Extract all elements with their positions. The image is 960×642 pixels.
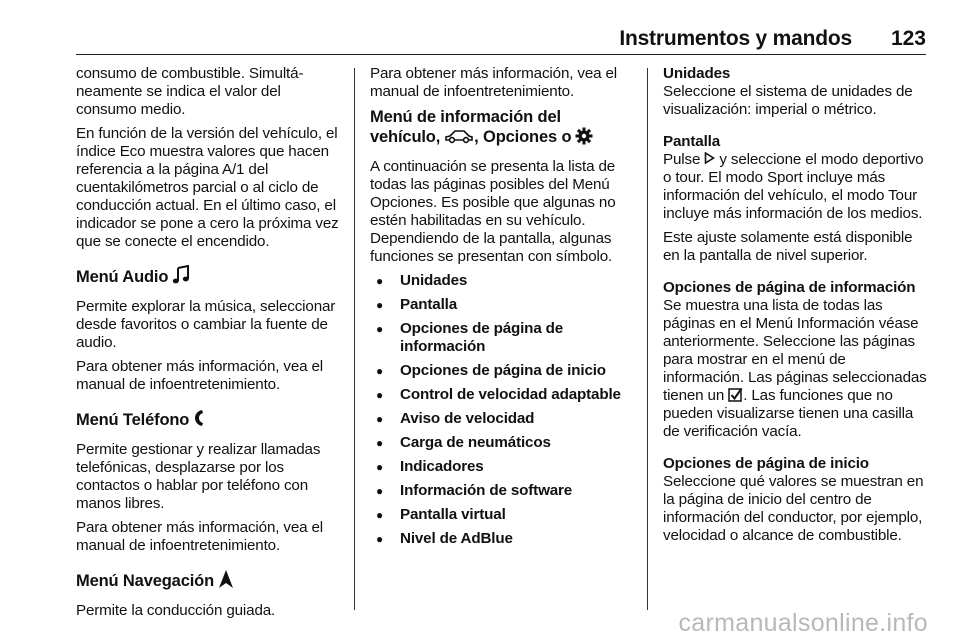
music-note-icon [172, 265, 190, 290]
paragraph: Para obtener más información, vea el manual de infoentretenimiento. [370, 65, 618, 100]
paragraph: Permite la conducción guiada. [76, 602, 276, 619]
list-item: ● Nivel de AdBlue [370, 530, 636, 548]
paragraph: Para obtener más información, vea el manual de infoentretenimiento. [76, 358, 324, 393]
list-item: ● Unidades [370, 272, 636, 290]
list-item: ● Opciones de página de información [370, 320, 636, 356]
phone-handset-icon [193, 408, 205, 433]
list-item: ● Indicadores [370, 458, 636, 476]
list-item: ● Aviso de velocidad [370, 410, 636, 428]
subheading-home-page-options: Opciones de página de inicio [663, 455, 869, 472]
list-item: ● Información de software [370, 482, 636, 500]
paragraph: Para obtener más información, vea el manual de infoentretenimiento. [76, 519, 324, 554]
paragraph: Pulse y seleccione el modo deportivo o tour. El modo Sport incluye más información del vehículo, el modo Tour incluye más información de los medios. [663, 151, 924, 222]
list-item: ● Carga de neumáticos [370, 434, 636, 452]
paragraph: Permite explorar la música, seleccionar desde favoritos o cambiar la fuente de audio. [76, 298, 336, 351]
page-header [0, 0, 960, 52]
heading-audio-menu: Menú Audio [76, 265, 342, 290]
section-title: Instrumentos y mandos [619, 27, 852, 50]
paragraph: En función de la versión del vehículo, el índice Eco muestra valores que hacen referencia a la página A/1 del cuentakilómetros parcial o al ciclo de conducción actual. En el último caso, el indicador se pone a cero la próxima vez que se conecte el encendido. [76, 125, 339, 250]
list-item: ● Pantalla virtual [370, 506, 636, 524]
subheading-info-page-options: Opciones de página de información [663, 279, 916, 296]
play-triangle-icon [704, 151, 715, 168]
car-icon [444, 127, 474, 150]
heading-phone-menu: Menú Teléfono [76, 408, 342, 433]
paragraph: consumo de combustible. Simultáneamente se indica el valor del consumo medio. [76, 65, 304, 118]
heading-navigation-menu: Menú Navegación [76, 569, 342, 594]
paragraph: Seleccione qué valores se muestran en la página de inicio del centro de información del conductor, por ejemplo, velocidad o alcance de combustible. [663, 473, 924, 544]
navigation-arrow-icon [218, 569, 234, 594]
list-item: ● Control de velocidad adaptable [370, 386, 636, 404]
page-number: 123 [890, 27, 926, 50]
paragraph: Permite gestionar y realizar llamadas telefónicas, desplazarse por los contactos o hablar por teléfono con manos libres. [76, 441, 321, 512]
column-divider-2 [647, 68, 648, 610]
gear-icon [575, 127, 593, 150]
checkbox-checked-icon [728, 387, 743, 404]
paragraph: Este ajuste solamente está disponible en la pantalla de nivel superior. [663, 229, 913, 264]
column-2 [370, 65, 636, 554]
options-list [370, 272, 636, 548]
watermark: carmanualsonline.info [678, 609, 928, 637]
column-divider-1 [354, 68, 355, 610]
paragraph: Se muestra una lista de todas las páginas en el Menú Información véase anteriormente. Seleccione las páginas para mostrar en el menú de información. Las páginas seleccionadas tienen un . Las funciones que no pueden visualizarse tienen una casilla de verificación vacía. [663, 297, 927, 440]
header-divider [76, 54, 926, 55]
list-item: ● Pantalla [370, 296, 636, 314]
subheading-units: Unidades [663, 65, 731, 82]
list-item: ● Opciones de página de inicio [370, 362, 636, 380]
subheading-display: Pantalla [663, 133, 721, 150]
heading-vehicle-info-menu: Menú de información del vehículo, , Opciones o [370, 107, 636, 150]
paragraph: Seleccione el sistema de unidades de visualización: imperial o métrico. [663, 83, 913, 118]
column-1 [76, 65, 342, 626]
paragraph: A continuación se presenta la lista de todas las páginas posibles del Menú Opciones. Es posible que algunas no estén habilitadas en su vehículo. Dependiendo de la pantalla, algunas funciones se presentan con símbolo. [370, 158, 616, 265]
column-3 [663, 65, 929, 551]
